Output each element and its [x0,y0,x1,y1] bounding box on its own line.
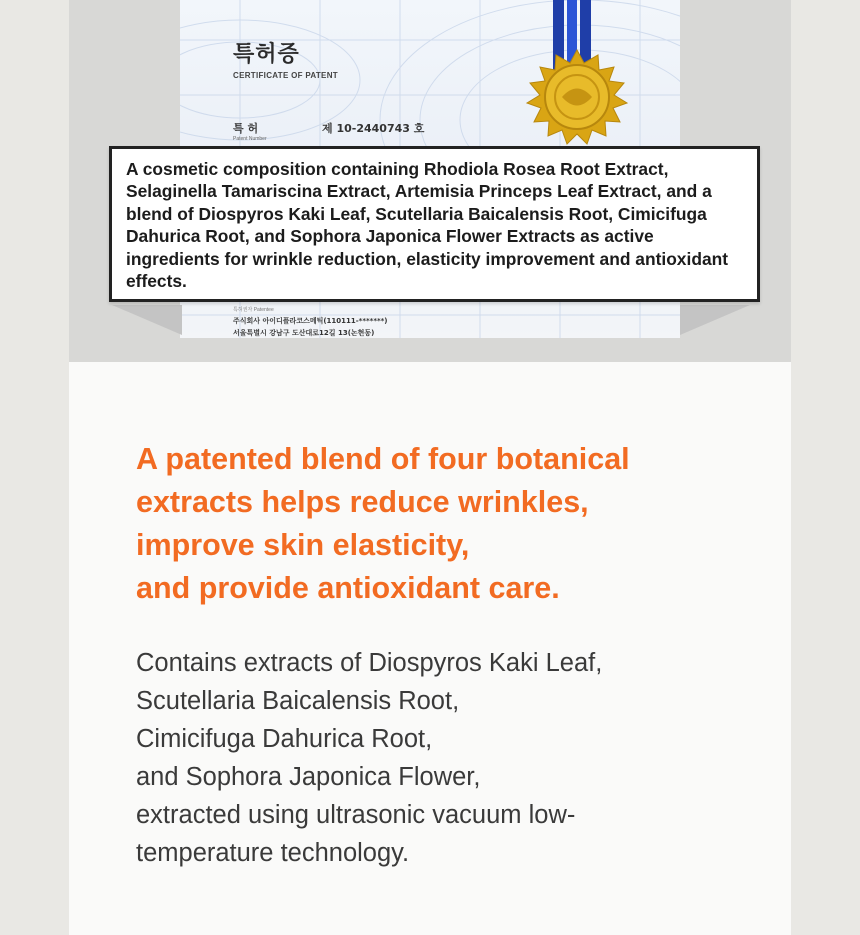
certificate-subtitle: CERTIFICATE OF PATENT [233,71,338,80]
headline-line: and provide antioxidant care. [136,571,560,605]
description-card [69,362,791,935]
body-line: Cimicifuga Dahurica Root, [136,725,433,753]
callout-fold-left [112,305,182,335]
body-line: extracted using ultrasonic vacuum low- [136,801,576,829]
body-text [136,644,602,872]
certificate-owner-address: 서울특별시 강남구 도산대로12길 13(논현동) [233,329,375,337]
body-line: Contains extracts of Diospyros Kaki Leaf, [136,649,603,677]
patent-claim-callout [109,146,760,302]
certificate-owner-label: 특허권자 Patentee [233,307,274,313]
certificate-patent-number: 제 10-2440743 호 [322,122,425,135]
gold-seal-icon [512,45,642,155]
headline-line: extracts helps reduce wrinkles, [136,485,589,519]
body-line: and Sophora Japonica Flower, [136,763,481,791]
headline [136,438,630,610]
body-line: temperature technology. [136,839,410,867]
headline-line: improve skin elasticity, [136,528,470,562]
certificate-title: 특허증 [233,42,300,67]
callout-fold-right [680,305,750,335]
patent-claim-text: A cosmetic composition containing Rhodiola Rosea Root Extract, Selaginella Tamariscina Extract, Artemisia Princeps Leaf Extract, and a blend of Diospyros Kaki Leaf, Scutellaria Baicalensis Root, Cimicifuga Dahurica Root, and Sophora Japonica Flower Extracts as active ingredients for wrinkle reduction, elasticity improvement and antioxidant effects. [126,159,729,292]
certificate-patent-label-en: Patent Number [233,136,267,142]
certificate-owner-name: 주식회사 아이디플라코스메틱(110111-*******) [233,317,388,325]
certificate-patent-label: 특 허 [233,122,259,135]
headline-line: A patented blend of four botanical [136,442,630,476]
body-line: Scutellaria Baicalensis Root, [136,687,460,715]
